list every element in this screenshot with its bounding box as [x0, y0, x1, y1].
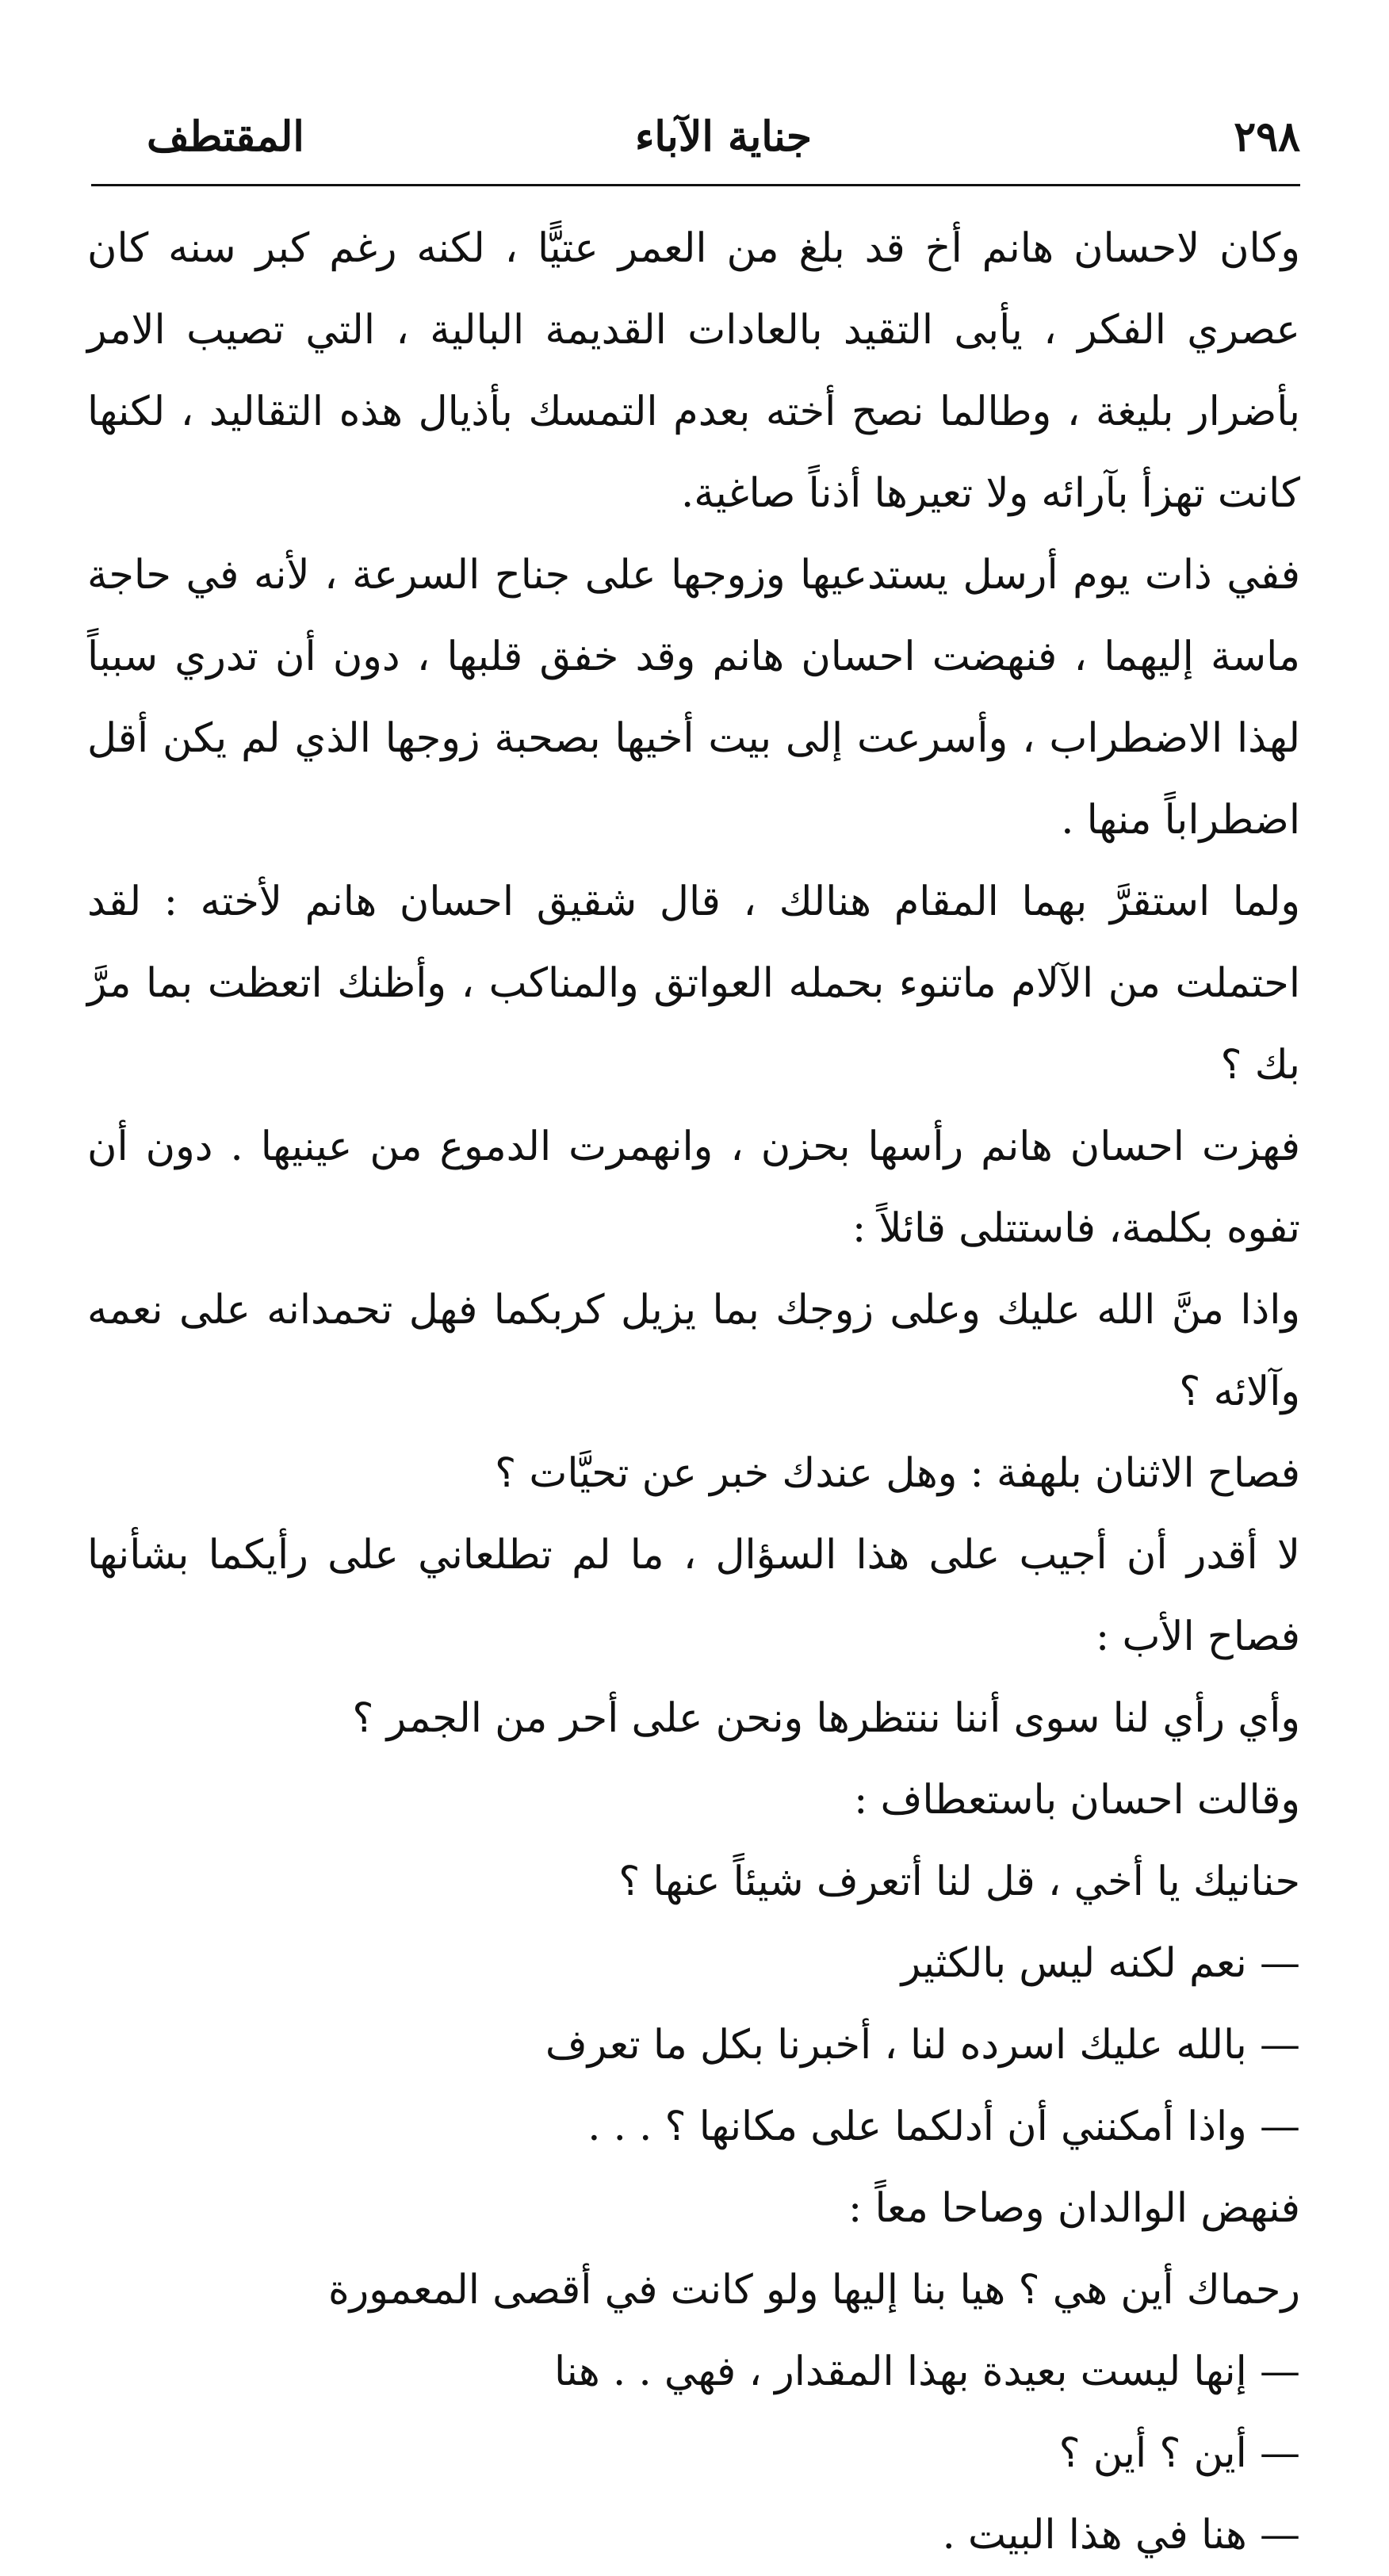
dialogue-line: حنانيك يا أخي ، قل لنا أتعرف شيئاً عنها ؟	[618, 1858, 1300, 1905]
running-header	[147, 109, 1300, 165]
story-text	[87, 208, 1300, 2576]
dialogue-line: وأي رأي لنا سوى أننا ننتظرها ونحن على أحر من الجمر ؟	[352, 1695, 1300, 1742]
page-number: ٢٩٨	[1234, 113, 1300, 161]
dialogue-line: — واذا أمكنني أن أدلكما على مكانها ؟ . . .	[587, 2103, 1300, 2150]
dialogue-line: — إنها ليست بعيدة بهذا المقدار ، فهي . . هنا	[553, 2348, 1300, 2395]
dialogue-line: — بالله عليك اسرده لنا ، أخبرنا بكل ما تعرف	[545, 2022, 1300, 2069]
paragraph: وكان لاحسان هانم أخ قد بلغ من العمر عتيًّا ، لكنه رغم كبر سنه كان عصري الفكر ، يأبى التقيد بالعادات القديمة البالية ، التي تصيب الامر بأضرار بليغة ، وطالما نصح أخته بعدم التمسك بأذيال هذه التقاليد ، لكنها كانت تهزأ بآرائه ولا تعيرها أذناً صاغية.	[87, 225, 1300, 517]
header-rule	[91, 184, 1300, 186]
dialogue-line: — أين ؟ أين ؟	[1058, 2430, 1300, 2477]
dialogue-line: فصاح الاثنان بلهفة : وهل عندك خبر عن تحيَّات ؟	[495, 1450, 1300, 1497]
dialogue-line: — نعم لكنه ليس بالكثير	[901, 1940, 1300, 1987]
paragraph: ففي ذات يوم أرسل يستدعيها وزوجها على جناح السرعة ، لأنه في حاجة ماسة إليهما ، فنهضت احسان هانم وقد خفق قلبها ، دون أن تدري سبباً لهذا الاضطراب ، وأسرعت إلى بيت أخيها بصحبة زوجها الذي لم يكن أقل اضطراباً منها .	[87, 552, 1300, 844]
dialogue-line: — هنا في هذا البيت .	[942, 2512, 1300, 2559]
dialogue-line: رحماك أين هي ؟ هيا بنا إليها ولو كانت في أقصى المعمورة	[327, 2267, 1300, 2314]
dialogue-line: فنهض الوالدان وصاحا معاً :	[848, 2185, 1300, 2232]
paragraph: ولما استقرَّ بهما المقام هنالك ، قال شقيق احسان هانم لأخته : لقد احتملت من الآلام ماتنوء بحمله العواتق والمناكب ، وأظنك اتعظت بما مرَّ بك ؟	[87, 878, 1300, 1089]
book-title: جناية الآباء	[634, 113, 812, 161]
magazine-name: المقتطف	[147, 113, 304, 161]
dialogue-line: واذا منَّ الله عليك وعلى زوجك بما يزيل كربكما فهل تحمدانه على نعمه وآلائه ؟	[87, 1287, 1300, 1415]
paragraph: فهزت احسان هانم رأسها بحزن ، وانهمرت الدموع من عينيها . دون أن تفوه بكلمة، فاستتلى قائلاً :	[87, 1123, 1300, 1252]
dialogue-line: وقالت احسان باستعطاف :	[854, 1777, 1300, 1824]
dialogue-line: لا أقدر أن أجيب على هذا السؤال ، ما لم تطلعاني على رأيكما بشأنها فصاح الأب :	[87, 1532, 1300, 1660]
